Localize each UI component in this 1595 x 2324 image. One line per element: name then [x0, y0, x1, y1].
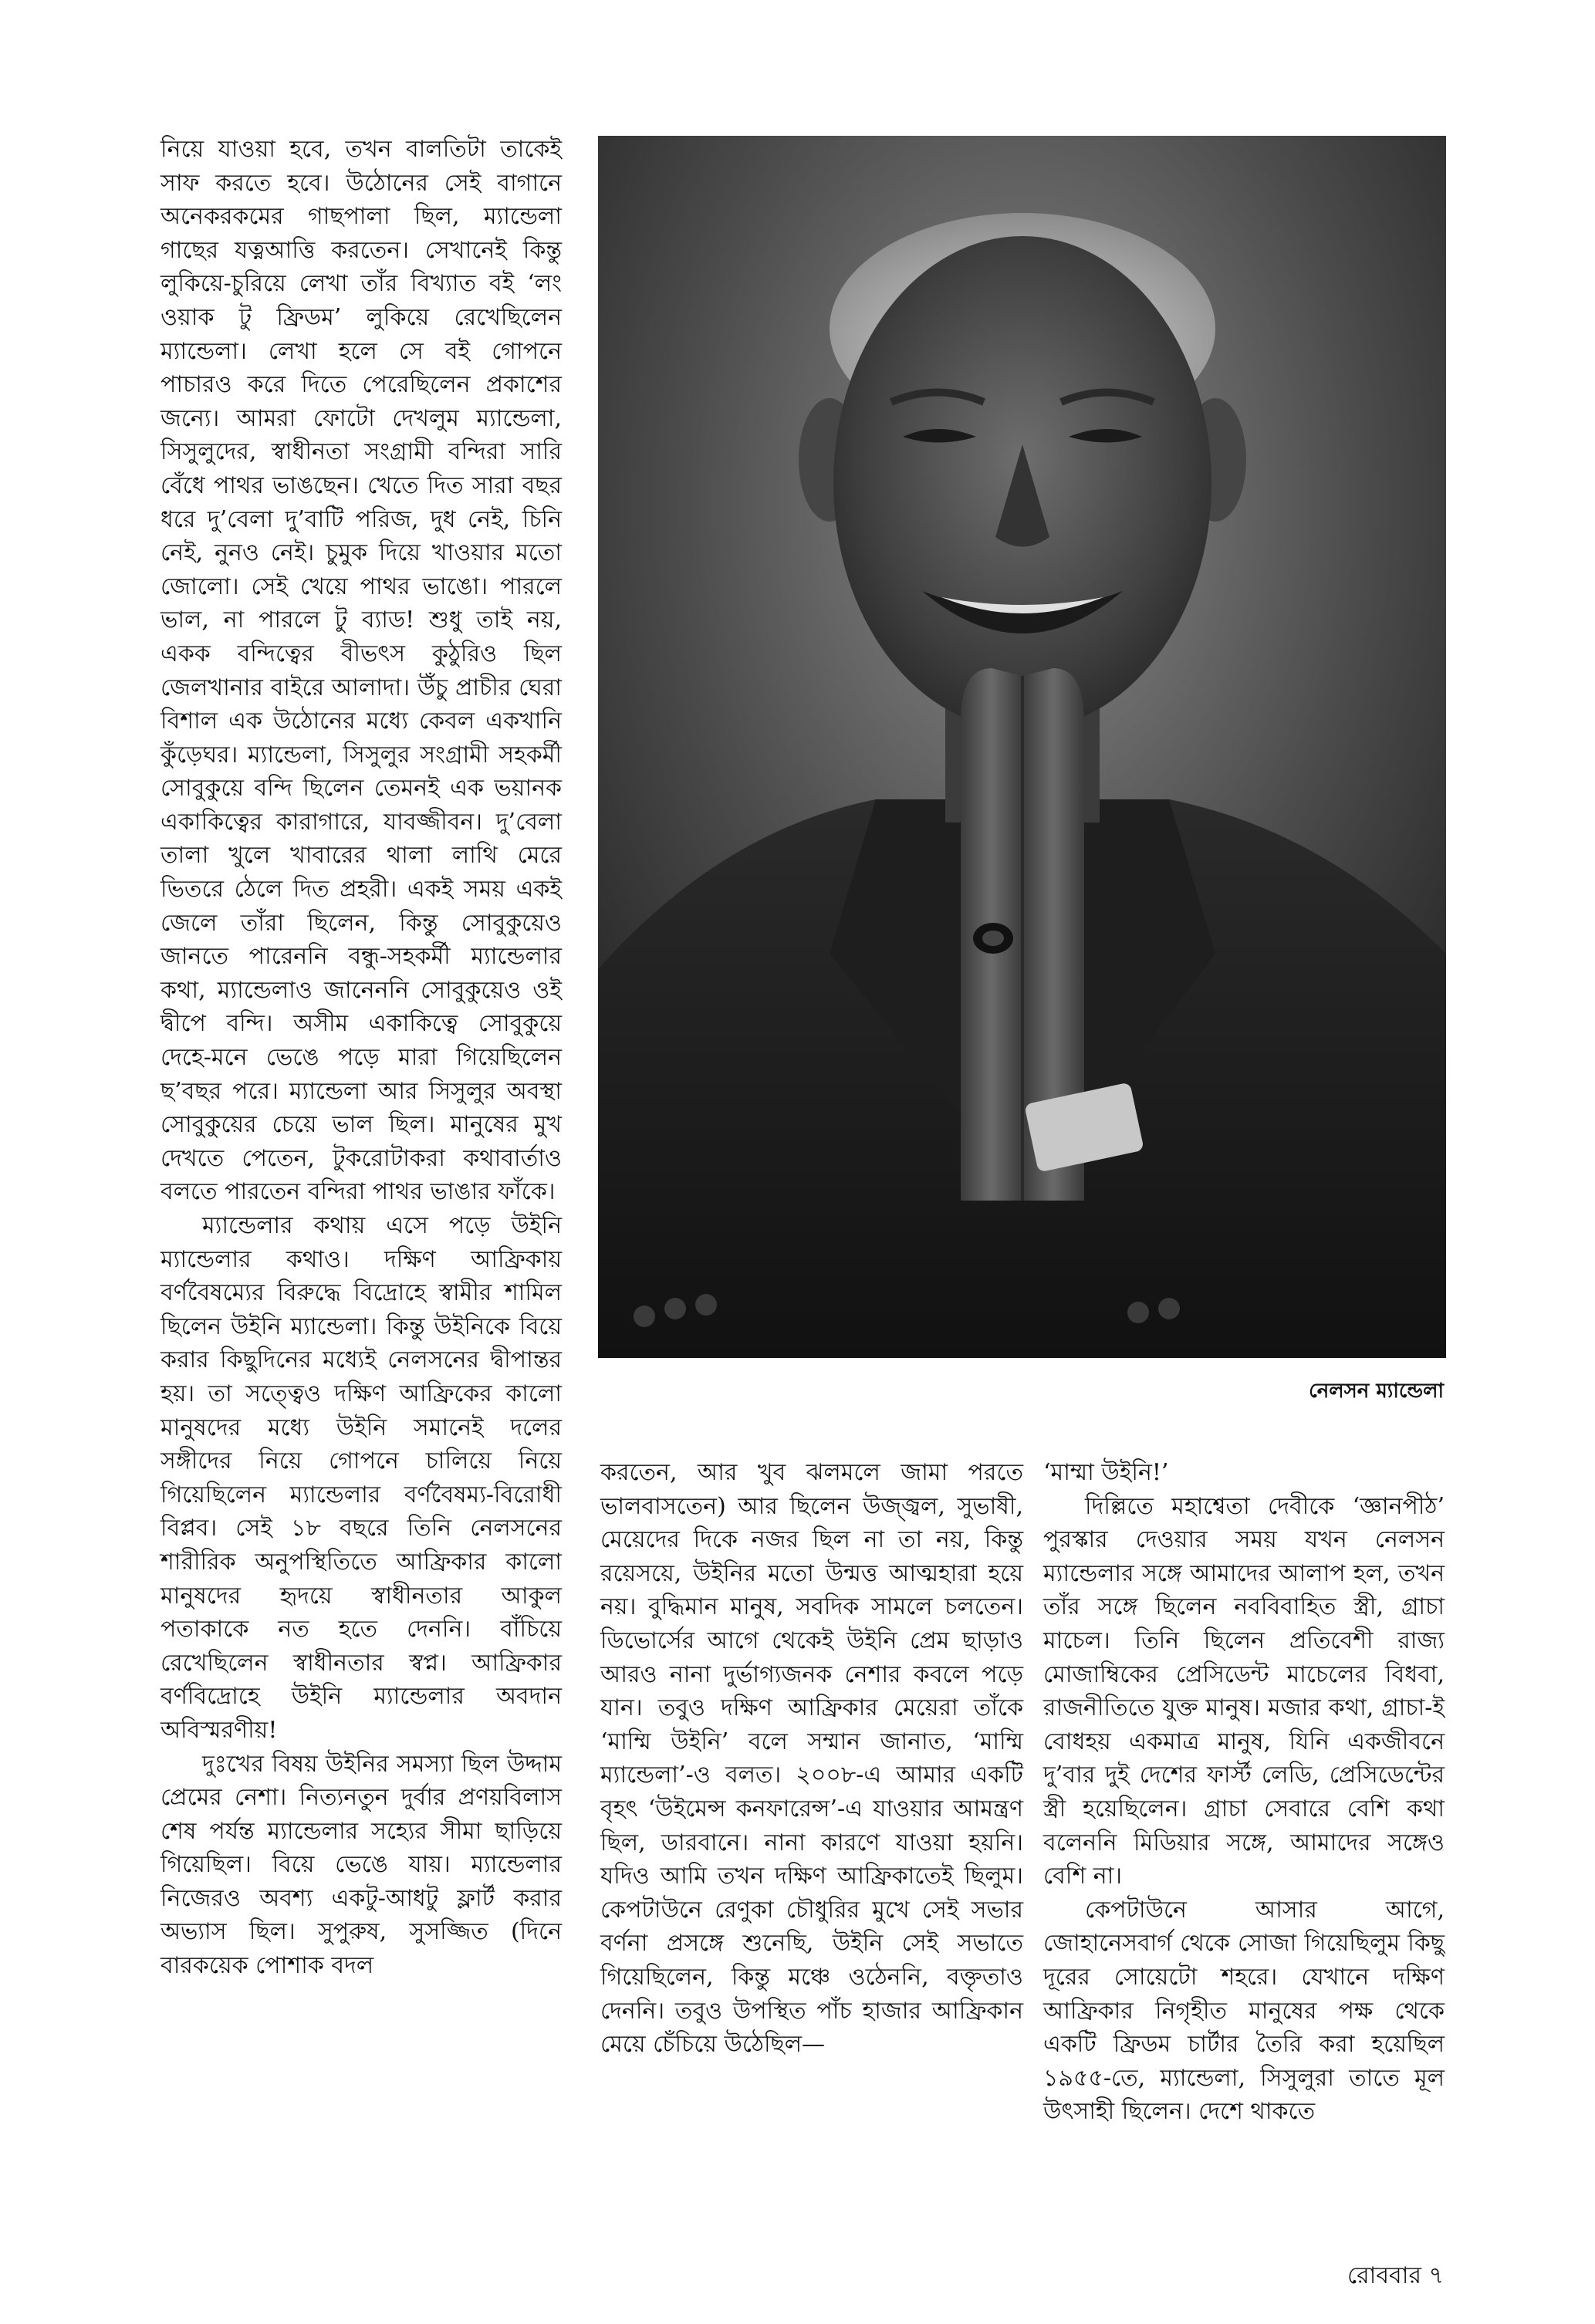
right-paragraph-2: দিল্লিতে মহাশ্বেতা দেবীকে ‘জ্ঞানপীঠ’ পুরস্কার দেওয়ার সময় যখন নেলসন ম্যান্ডেলার সঙ্গে আমাদের আলাপ হল, তখন তাঁর সঙ্গে ছিলেন নববিবাহিত স্ত্রী, গ্রাচা মাচেল। তিনি ছিলেন প্রতিবেশী রাজ্য মোজাম্বিকের প্রেসিডেন্ট মাচেলের বিধবা, রাজনীতিতে যুক্ত মানুষ। মজার কথা, গ্রাচা-ই বোধহয় একমাত্র মানুষ, যিনি একজীবনে দু’বার দুই দেশের ফার্স্ট লেডি, প্রেসিডেন্টের স্ত্রী হয়েছিলেন। গ্রাচা সেবারে বেশি কথা বলেননি মিডিয়ার সঙ্গে, আমাদের সঙ্গেও বেশি না। [1043, 1492, 1445, 1890]
portrait-illustration [598, 136, 1446, 1358]
left-paragraph-1: নিয়ে যাওয়া হবে, তখন বালতিটা তাকেই সাফ করতে হবে। উঠোনের সেই বাগানে অনেকরকমের গাছপালা ছিল, ম্যান্ডেলা গাছের যত্নআত্তি করতেন। সেখানেই কিন্তু লুকিয়ে-চুরিয়ে লেখা তাঁর বিখ্যাত বই ‘লং ওয়াক টু ফ্রিডম’ লুকিয়ে রেখেছিলেন ম্যান্ডেলা। লেখা হলে সে বই গোপনে পাচারও করে দিতে পেরেছিলেন প্রকাশের জন্যে। আমরা ফোটো দেখলুম ম্যান্ডেলা, সিসুলুদের, স্বাধীনতা সংগ্রামী বন্দিরা সারি বেঁধে পাথর ভাঙছেন। খেতে দিত সারা বছর ধরে দু’বেলা দু’বাটি পরিজ, দুধ নেই, চিনি নেই, নুনও নেই। চুমুক দিয়ে খাওয়ার মতো জোলো। সেই খেয়ে পাথর ভাঙো। পারলে ভাল, না পারলে টু ব্যাড! শুধু তাই নয়, একক বন্দিত্বের বীভৎস কুঠুরিও ছিল জেলখানার বাইরে আলাদা। উঁচু প্রাচীর ঘেরা বিশাল এক উঠোনের মধ্যে কেবল একখানি কুঁড়েঘর। ম্যান্ডেলা, সিসুলুর সংগ্রামী সহকর্মী সোবুকুয়ে বন্দি ছিলেন তেমনই এক ভয়ানক একাকিত্বের কারাগারে, যাবজ্জীবন। দু’বেলা তালা খুলে খাবারের থালা লাথি মেরে ভিতরে ঠেলে দিত প্রহরী। একই সময় একই জেলে তাঁরা ছিলেন, কিন্তু সোবুকুয়েও জানতে পারেননি বন্ধু-সহকর্মী ম্যান্ডেলার কথা, ম্যান্ডেলাও জানেননি সোবুকুয়েও ওই দ্বীপে বন্দি। অসীম একাকিত্বে সোবুকুয়ে দেহে-মনে ভেঙে পড়ে মারা গিয়েছিলেন ছ’বছর পরে। ম্যান্ডেলা আর সিসুলুর অবস্থা সোবুকুয়ের চেয়ে ভাল ছিল। মানুষের মুখ দেখতে পেতেন, টুকরোটাকরা কথাবার্তাও বলতে পারতেন বন্দিরা পাথর ভাঙার ফাঁকে। [161, 136, 562, 1206]
page-footer: রোববার ৭ [1347, 2262, 1444, 2289]
photo-caption: নেলসন ম্যান্ডেলা [1309, 1380, 1444, 1403]
right-paragraph-3: কেপটাউনে আসার আগে, জোহানেসবার্গ থেকে সোজা গিয়েছিলুম কিছু দূরের সোয়েটো শহরে। যেখানে দক্ষিণ আফ্রিকার নিগৃহীত মানুষের পক্ষ থেকে একটি ফ্রিডম চার্টার তৈরি করা হয়েছিল ১৯৫৫-তে, ম্যান্ডেলা, সিসুলুরা তাতে মূল উৎসাহী ছিলেন। দেশে থাকতে [1043, 1896, 1445, 2126]
middle-text-column [600, 1456, 1023, 2062]
portrait-photo [598, 136, 1446, 1358]
left-paragraph-2: ম্যান্ডেলার কথায় এসে পড়ে উইনি ম্যান্ডেলার কথাও। দক্ষিণ আফ্রিকায় বর্ণবৈষম্যের বিরুদ্ধে বিদ্রোহে স্বামীর শামিল ছিলেন উইনি ম্যান্ডেলা। কিন্তু উইনিকে বিয়ে করার কিছুদিনের মধ্যেই নেলসনের দ্বীপান্তর হয়। তা সত্ত্বেও দক্ষিণ আফ্রিকের কালো মানুষদের মধ্যে উইনি সমানেই দলের সঙ্গীদের নিয়ে গোপনে চালিয়ে নিয়ে গিয়েছিলেন ম্যান্ডেলার বর্ণবৈষম্য-বিরোধী বিপ্লব। সেই ১৮ বছরে তিনি নেলসনের শারীরিক অনুপস্থিতিতে আফ্রিকার কালো মানুষদের হৃদয়ে স্বাধীনতার আকুল পতাকাকে নত হতে দেননি। বাঁচিয়ে রেখেছিলেন স্বাধীনতার স্বপ্ন। আফ্রিকার বর্ণবিদ্রোহে উইনি ম্যান্ডেলার অবদান অবিস্মরণীয়! [161, 1212, 562, 1744]
middle-paragraph-1: করতেন, আর খুব ঝলমলে জামা পরতে ভালবাসতেন) আর ছিলেন উজ্জ্বল, সুভাষী, মেয়েদের দিকে নজর ছিল না তা নয়, কিন্তু রয়েসয়ে, উইনির মতো উন্মত্ত আত্মহারা হয়ে নয়। বুদ্ধিমান মানুষ, সবদিক সামলে চলতেন। ডিভোর্সের আগে থেকেই উইনি প্রেম ছাড়াও আরও নানা দুর্ভাগ্যজনক নেশার কবলে পড়ে যান। তবুও দক্ষিণ আফ্রিকার মেয়েরা তাঁকে ‘মাম্মি উইনি’ বলে সম্মান জানাত, ‘মাম্মি ম্যান্ডেলা’-ও বলত। ২০০৮-এ আমার একটি বৃহৎ ‘উইমেন্স কনফারেন্স’-এ যাওয়ার আমন্ত্রণ ছিল, ডারবানে। নানা কারণে যাওয়া হয়নি। যদিও আমি তখন দক্ষিণ আফ্রিকাতেই ছিলুম। কেপটাউনে রেণুকা চৌধুরির মুখে সেই সভার বর্ণনা প্রসঙ্গে শুনেছি, উইনি সেই সভাতে গিয়েছিলেন, কিন্তু মঞ্চে ওঠেননি, বক্তৃতাও দেননি। তবুও উপস্থিত পাঁচ হাজার আফ্রিকান মেয়ে চেঁচিয়ে উঠেছিল— [600, 1459, 1023, 2059]
right-paragraph-1: ‘মাম্মা উইনি!’ [1043, 1459, 1169, 1486]
right-text-column [1043, 1456, 1445, 2129]
left-text-column [161, 133, 562, 1983]
left-paragraph-3: দুঃখের বিষয় উইনির সমস্যা ছিল উদ্দাম প্রেমের নেশা। নিত্যনতুন দুর্বার প্রণয়বিলাস শেষ পর্যন্ত ম্যান্ডেলার সহ্যের সীমা ছাড়িয়ে গিয়েছিল। বিয়ে ভেঙে যায়। ম্যান্ডেলার নিজেরও অবশ্য একটু-আধটু ফ্লার্ট করার অভ্যাস ছিল। সুপুরুষ, সুসজ্জিত (দিনে বারকয়েক পোশাক বদল [161, 1750, 562, 1980]
